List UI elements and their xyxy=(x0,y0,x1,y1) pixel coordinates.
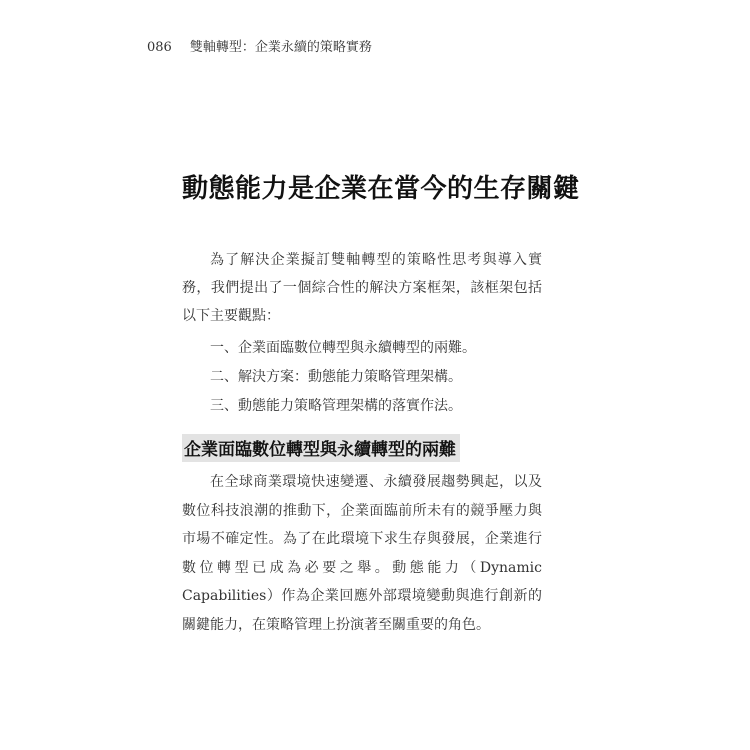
chapter-title: 動態能力是企業在當今的生存關鍵 xyxy=(182,174,580,204)
key-point-1: 一、企業面臨數位轉型與永續轉型的兩難。 xyxy=(210,340,476,356)
section-paragraph: 在全球商業環境快速變遷、永續發展趨勢興起，以及數位科技浪潮的推動下，企業面臨前所未有的競爭壓力與市場不確定性。為了在此環境下求生存與發展，企業進行數位轉型已成為必要之舉。動態能力（Dynamic Capabilities）作為企業回應外部環境變動與進行創新的關鍵能力，在策略管理上扮演著至關重要的角色。 xyxy=(182,474,542,633)
page-number: 086 xyxy=(147,40,172,55)
running-header xyxy=(147,36,372,55)
section-heading: 企業面臨數位轉型與永續轉型的兩難 xyxy=(182,434,460,462)
key-point-2: 二、解決方案：動態能力策略管理架構。 xyxy=(210,369,462,385)
key-point-3: 三、動態能力策略管理架構的落實作法。 xyxy=(210,398,462,414)
intro-paragraph: 為了解決企業擬訂雙軸轉型的策略性思考與導入實務，我們提出了一個綜合性的解決方案框架，該框架包括以下主要觀點： xyxy=(182,252,542,324)
running-title: 雙軸轉型：企業永續的策略實務 xyxy=(189,40,372,55)
key-points-list xyxy=(210,334,476,421)
